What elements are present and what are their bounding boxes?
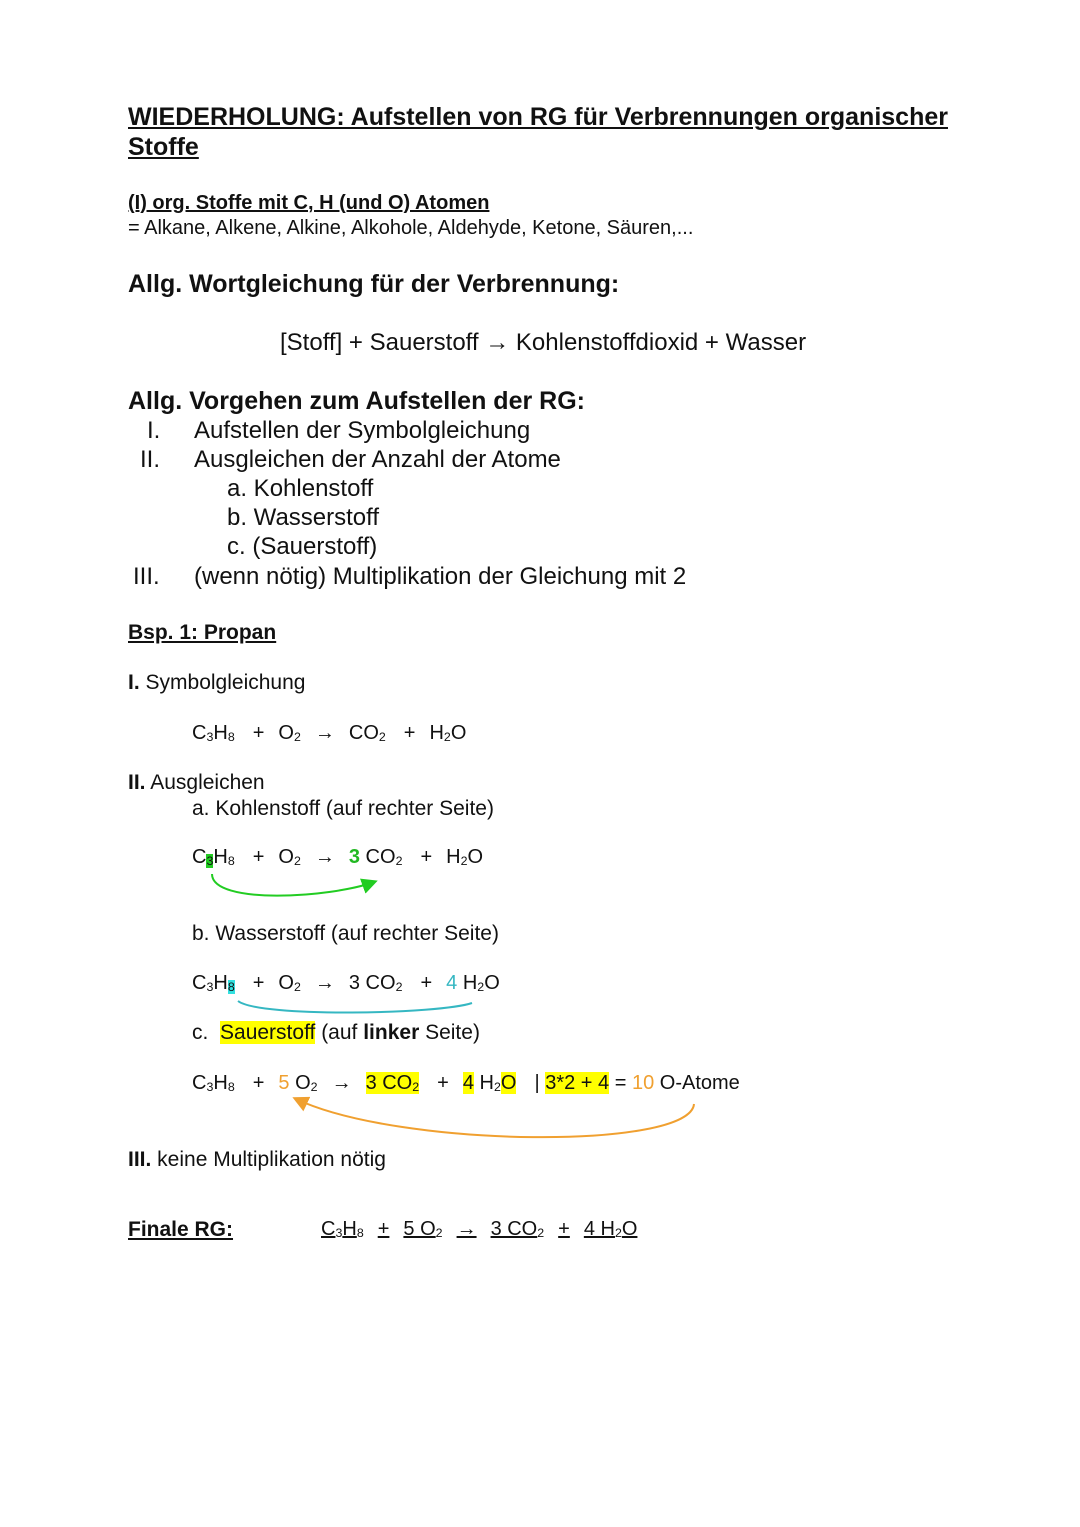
word-equation: [Stoff] + Sauerstoff → Kohlenstoffdioxid + Wasser (280, 329, 807, 356)
oxygen-coefficient: 5 (278, 1072, 290, 1094)
substep-oxygen: c. Sauerstoff (auf linker Seite) (192, 1021, 480, 1044)
substep-carbon: a. Kohlenstoff (auf rechter Seite) (192, 797, 494, 820)
final-label: Finale RG: (128, 1218, 234, 1241)
step-number: II. (140, 446, 161, 473)
final-equation: $C_3H_8 + 5$ $O_2 \to 3$ $CO_2 + 4$ $H_2O$ (321, 1218, 638, 1241)
substep-text: b. Wasserstoff (227, 504, 380, 531)
balancing-label: II. Ausgleichen (128, 771, 265, 794)
step-text: Aufstellen der Symbolgleichung (194, 417, 531, 444)
carbon-equation: $C_3H_8 + O_2 \to 3$ $CO_2 + H_2O$ (192, 846, 484, 869)
page-title-line1: WIEDERHOLUNG: Aufstellen von RG für Verbrennungen organischer (128, 103, 948, 131)
substep-hydrogen: b. Wasserstoff (auf rechter Seite) (192, 922, 499, 945)
carbon-arrow (212, 874, 374, 896)
step3-text: III. keine Multiplikation nötig (128, 1148, 386, 1171)
word-equation-heading: Allg. Wortgleichung für der Verbrennung: (128, 270, 620, 298)
step-text: Ausgleichen der Anzahl der Atome (194, 446, 561, 473)
hydrogen-coefficient: 4 (446, 972, 458, 994)
step-number: III. (133, 563, 160, 590)
example-heading: Bsp. 1: Propan (128, 621, 277, 644)
hydrogen-equation: $C_3H_8 + O_2 \to 3$ $CO_2 + 4$ $H_2O$ (192, 972, 500, 995)
section-heading: (I) org. Stoffe mit C, H (und O) Atomen (128, 192, 490, 214)
symbol-equation: $C_3H_8 + O_2 \to CO_2 + H_2O$ (192, 722, 467, 745)
page-title-line2: Stoffe (128, 133, 199, 161)
substep-text: a. Kohlenstoff (227, 475, 374, 502)
step-text: (wenn nötig) Multiplikation der Gleichung mit 2 (194, 563, 687, 590)
step-number: I. (147, 417, 161, 444)
carbon-coefficient: 3 (348, 846, 360, 868)
oxygen-arrow (296, 1099, 694, 1137)
oxygen-equation: $C_3H_8 + 5$ $O_2 \to 3$ $CO_2 + 4$ $H_2O$ | 3*2 + 4 = 10 O-Atome (192, 1072, 740, 1095)
procedure-heading: Allg. Vorgehen zum Aufstellen der RG: (128, 387, 585, 415)
substep-text: c. (Sauerstoff) (227, 533, 378, 560)
symbol-equation-label: I. Symbolgleichung (128, 671, 306, 694)
hydrogen-arrow (238, 1001, 472, 1013)
substance-list: = Alkane, Alkene, Alkine, Alkohole, Aldehyde, Ketone, Säuren,... (128, 217, 694, 239)
